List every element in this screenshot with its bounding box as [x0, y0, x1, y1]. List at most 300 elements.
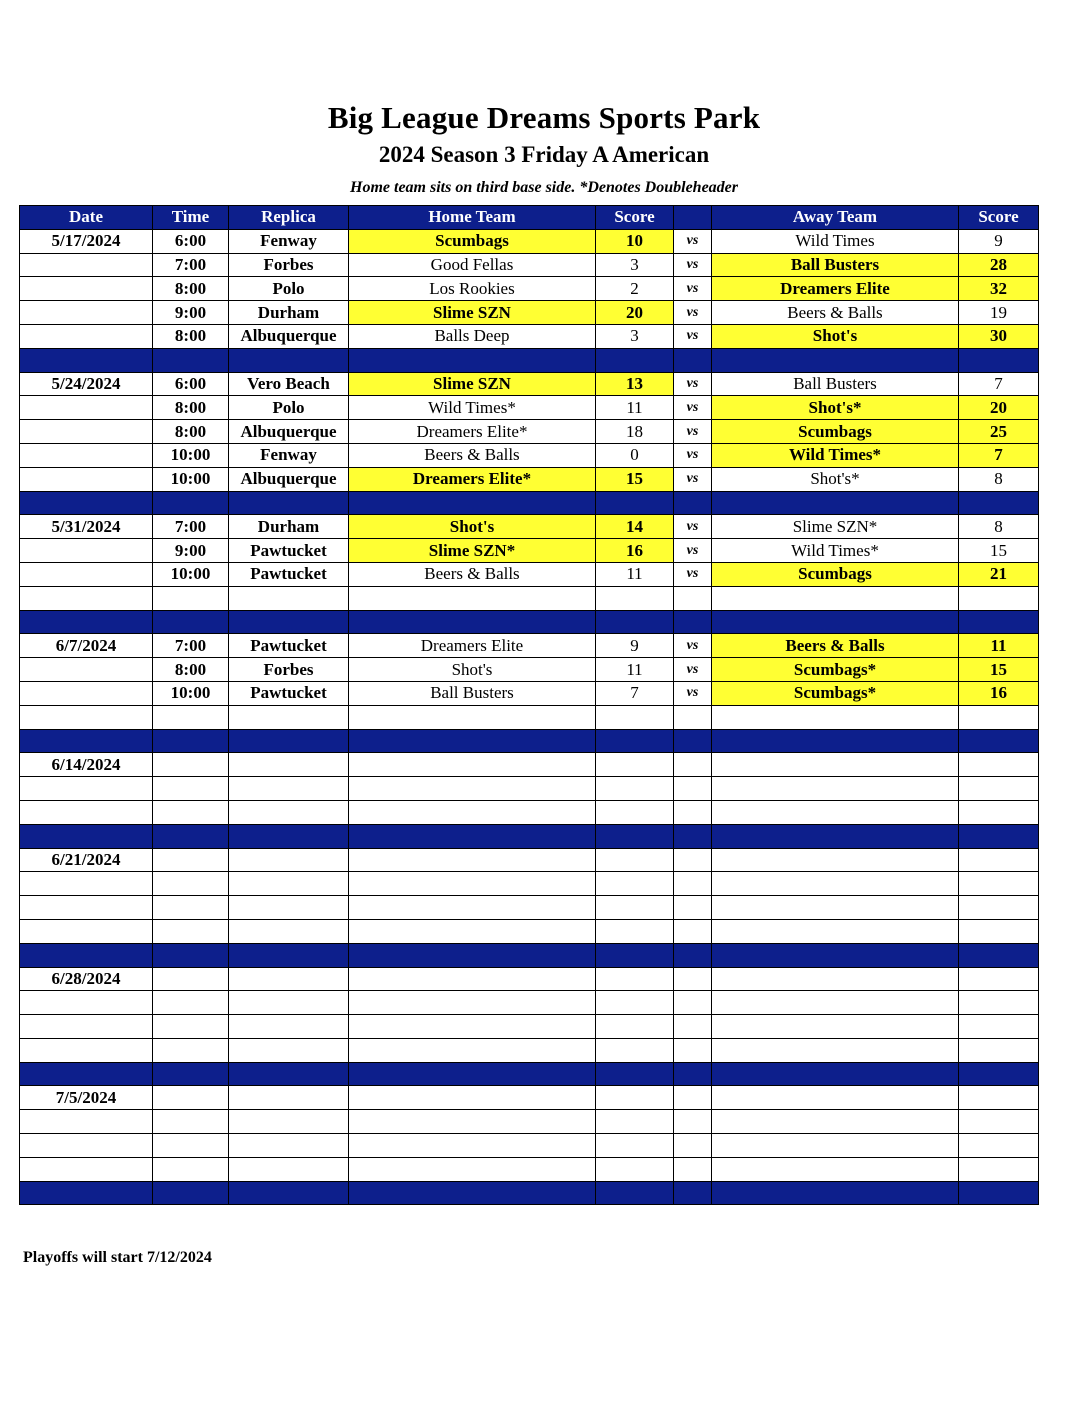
away-score-cell: 15 [959, 658, 1039, 682]
home-score-cell: 0 [596, 443, 674, 467]
date-cell [20, 324, 153, 348]
away-team-cell: Slime SZN* [712, 515, 959, 539]
home-team-cell [349, 896, 596, 920]
date-cell: 5/17/2024 [20, 229, 153, 253]
vs-cell: vs [674, 443, 712, 467]
col-header-away-score: Score [959, 206, 1039, 230]
date-cell [20, 1157, 153, 1181]
home-team-cell: Slime SZN [349, 372, 596, 396]
away-score-cell: 20 [959, 396, 1039, 420]
home-team-cell: Dreamers Elite* [349, 420, 596, 444]
away-score-cell: 7 [959, 372, 1039, 396]
home-team-cell: Shot's [349, 658, 596, 682]
table-row [20, 777, 1039, 801]
date-cell [20, 658, 153, 682]
separator-cell [349, 1062, 596, 1086]
table-row [20, 229, 1039, 253]
replica-cell: Albuquerque [229, 420, 349, 444]
home-team-cell [349, 1157, 596, 1181]
date-cell [20, 443, 153, 467]
replica-cell [229, 1038, 349, 1062]
time-cell: 10:00 [153, 681, 229, 705]
replica-cell [229, 872, 349, 896]
date-cell [20, 896, 153, 920]
home-score-cell [596, 967, 674, 991]
home-score-cell: 7 [596, 681, 674, 705]
table-row [20, 253, 1039, 277]
vs-cell: vs [674, 562, 712, 586]
separator-cell [959, 1181, 1039, 1205]
separator-cell [712, 491, 959, 515]
away-team-cell [712, 967, 959, 991]
date-cell [20, 1134, 153, 1158]
home-team-cell [349, 919, 596, 943]
table-row [20, 872, 1039, 896]
date-cell [20, 919, 153, 943]
separator-cell [959, 491, 1039, 515]
schedule-table [19, 205, 1039, 1205]
home-score-cell [596, 1086, 674, 1110]
home-team-cell [349, 800, 596, 824]
vs-cell: vs [674, 634, 712, 658]
separator-cell [20, 943, 153, 967]
separator-cell [596, 491, 674, 515]
separator-cell [674, 729, 712, 753]
time-cell [153, 705, 229, 729]
date-cell [20, 991, 153, 1015]
vs-cell [674, 967, 712, 991]
home-score-cell: 11 [596, 396, 674, 420]
separator-cell [349, 729, 596, 753]
separator-cell [674, 824, 712, 848]
separator-cell [349, 943, 596, 967]
vs-cell [674, 777, 712, 801]
vs-cell: vs [674, 515, 712, 539]
home-team-cell [349, 1015, 596, 1039]
home-score-cell [596, 896, 674, 920]
separator-cell [596, 1181, 674, 1205]
date-cell [20, 586, 153, 610]
home-score-cell [596, 586, 674, 610]
vs-cell: vs [674, 372, 712, 396]
week-separator-row [20, 1062, 1039, 1086]
home-team-cell: Slime SZN [349, 301, 596, 325]
away-team-cell: Scumbags [712, 562, 959, 586]
away-team-cell: Beers & Balls [712, 634, 959, 658]
time-cell [153, 1110, 229, 1134]
schedule-note: Home team sits on third base side. *Denotes Doubleheader [350, 179, 738, 196]
separator-cell [596, 729, 674, 753]
home-score-cell: 11 [596, 562, 674, 586]
separator-cell [674, 491, 712, 515]
separator-cell [349, 1181, 596, 1205]
separator-cell [349, 824, 596, 848]
date-cell: 6/14/2024 [20, 753, 153, 777]
table-row [20, 1086, 1039, 1110]
separator-cell [959, 943, 1039, 967]
home-team-cell: Good Fellas [349, 253, 596, 277]
home-team-cell [349, 1038, 596, 1062]
table-row [20, 634, 1039, 658]
away-score-cell: 25 [959, 420, 1039, 444]
away-score-cell [959, 777, 1039, 801]
vs-cell: vs [674, 324, 712, 348]
separator-cell [20, 1181, 153, 1205]
away-team-cell: Ball Busters [712, 253, 959, 277]
date-cell [20, 562, 153, 586]
separator-cell [712, 610, 959, 634]
separator-cell [229, 348, 349, 372]
home-score-cell [596, 1110, 674, 1134]
replica-cell [229, 1086, 349, 1110]
separator-cell [712, 943, 959, 967]
away-score-cell: 28 [959, 253, 1039, 277]
separator-cell [229, 1062, 349, 1086]
replica-cell: Durham [229, 301, 349, 325]
away-score-cell [959, 1110, 1039, 1134]
vs-cell [674, 1110, 712, 1134]
time-cell [153, 1086, 229, 1110]
away-team-cell: Shot's* [712, 396, 959, 420]
away-team-cell [712, 1157, 959, 1181]
separator-cell [153, 824, 229, 848]
time-cell: 8:00 [153, 277, 229, 301]
time-cell [153, 919, 229, 943]
replica-cell [229, 848, 349, 872]
home-team-cell [349, 1134, 596, 1158]
replica-cell [229, 1110, 349, 1134]
away-score-cell [959, 991, 1039, 1015]
replica-cell [229, 586, 349, 610]
vs-cell: vs [674, 229, 712, 253]
away-team-cell: Shot's [712, 324, 959, 348]
page-subtitle: 2024 Season 3 Friday A American [378, 142, 710, 167]
away-team-cell [712, 753, 959, 777]
date-cell: 6/7/2024 [20, 634, 153, 658]
time-cell: 7:00 [153, 515, 229, 539]
home-score-cell [596, 753, 674, 777]
vs-cell [674, 1086, 712, 1110]
vs-cell: vs [674, 658, 712, 682]
away-team-cell [712, 848, 959, 872]
table-row [20, 1038, 1039, 1062]
home-score-cell: 9 [596, 634, 674, 658]
away-team-cell [712, 1086, 959, 1110]
vs-cell: vs [674, 253, 712, 277]
separator-cell [674, 610, 712, 634]
time-cell [153, 967, 229, 991]
home-score-cell [596, 872, 674, 896]
home-score-cell: 10 [596, 229, 674, 253]
time-cell: 9:00 [153, 301, 229, 325]
home-team-cell [349, 1086, 596, 1110]
vs-cell [674, 1038, 712, 1062]
away-score-cell [959, 1134, 1039, 1158]
separator-cell [229, 729, 349, 753]
time-cell [153, 872, 229, 896]
replica-cell [229, 777, 349, 801]
home-team-cell: Los Rookies [349, 277, 596, 301]
home-score-cell [596, 705, 674, 729]
separator-cell [229, 824, 349, 848]
table-row [20, 562, 1039, 586]
separator-cell [349, 348, 596, 372]
away-team-cell [712, 872, 959, 896]
home-score-cell [596, 848, 674, 872]
home-team-cell: Wild Times* [349, 396, 596, 420]
away-team-cell: Scumbags* [712, 681, 959, 705]
replica-cell: Albuquerque [229, 324, 349, 348]
vs-cell: vs [674, 396, 712, 420]
page-title: Big League Dreams Sports Park [327, 100, 761, 135]
col-header-home-score: Score [596, 206, 674, 230]
vs-cell [674, 872, 712, 896]
separator-cell [20, 491, 153, 515]
home-team-cell: Scumbags [349, 229, 596, 253]
separator-cell [229, 610, 349, 634]
home-team-cell: Beers & Balls [349, 443, 596, 467]
separator-cell [596, 1062, 674, 1086]
vs-cell [674, 1015, 712, 1039]
table-row [20, 396, 1039, 420]
separator-cell [674, 348, 712, 372]
away-score-cell [959, 919, 1039, 943]
time-cell: 10:00 [153, 467, 229, 491]
replica-cell: Albuquerque [229, 467, 349, 491]
week-separator-row [20, 824, 1039, 848]
away-team-cell: Shot's* [712, 467, 959, 491]
date-cell: 6/28/2024 [20, 967, 153, 991]
table-row [20, 586, 1039, 610]
table-row [20, 967, 1039, 991]
col-header-replica: Replica [229, 206, 349, 230]
away-score-cell: 21 [959, 562, 1039, 586]
home-team-cell [349, 991, 596, 1015]
table-row [20, 848, 1039, 872]
away-team-cell: Wild Times* [712, 443, 959, 467]
replica-cell [229, 705, 349, 729]
time-cell [153, 1038, 229, 1062]
separator-cell [712, 729, 959, 753]
col-header-home-team: Home Team [349, 206, 596, 230]
date-cell [20, 681, 153, 705]
table-row [20, 277, 1039, 301]
vs-cell [674, 753, 712, 777]
away-score-cell: 32 [959, 277, 1039, 301]
table-row [20, 681, 1039, 705]
home-score-cell: 3 [596, 253, 674, 277]
away-score-cell [959, 800, 1039, 824]
time-cell: 8:00 [153, 396, 229, 420]
vs-cell [674, 896, 712, 920]
home-score-cell [596, 919, 674, 943]
vs-cell [674, 586, 712, 610]
replica-cell: Forbes [229, 253, 349, 277]
table-row [20, 324, 1039, 348]
table-row [20, 301, 1039, 325]
away-score-cell [959, 586, 1039, 610]
away-team-cell [712, 1015, 959, 1039]
date-cell [20, 396, 153, 420]
table-row [20, 753, 1039, 777]
table-row [20, 991, 1039, 1015]
away-score-cell: 15 [959, 539, 1039, 563]
time-cell [153, 1015, 229, 1039]
table-row [20, 420, 1039, 444]
replica-cell: Pawtucket [229, 562, 349, 586]
time-cell [153, 586, 229, 610]
home-score-cell: 3 [596, 324, 674, 348]
home-team-cell [349, 753, 596, 777]
table-row [20, 515, 1039, 539]
home-score-cell: 13 [596, 372, 674, 396]
home-team-cell [349, 1110, 596, 1134]
away-score-cell [959, 753, 1039, 777]
time-cell [153, 800, 229, 824]
separator-cell [153, 610, 229, 634]
date-cell [20, 301, 153, 325]
time-cell: 6:00 [153, 229, 229, 253]
replica-cell: Vero Beach [229, 372, 349, 396]
home-score-cell [596, 800, 674, 824]
time-cell [153, 1134, 229, 1158]
time-cell: 8:00 [153, 324, 229, 348]
separator-cell [349, 491, 596, 515]
away-team-cell [712, 991, 959, 1015]
home-score-cell: 14 [596, 515, 674, 539]
time-cell [153, 1157, 229, 1181]
table-row [20, 467, 1039, 491]
away-team-cell [712, 800, 959, 824]
home-score-cell: 11 [596, 658, 674, 682]
home-score-cell [596, 777, 674, 801]
away-score-cell [959, 967, 1039, 991]
separator-cell [712, 824, 959, 848]
time-cell: 8:00 [153, 420, 229, 444]
table-row [20, 919, 1039, 943]
separator-cell [596, 348, 674, 372]
separator-cell [20, 824, 153, 848]
away-score-cell [959, 1086, 1039, 1110]
vs-cell [674, 1134, 712, 1158]
away-team-cell: Wild Times [712, 229, 959, 253]
replica-cell [229, 919, 349, 943]
home-team-cell [349, 848, 596, 872]
separator-cell [153, 491, 229, 515]
home-team-cell: Dreamers Elite [349, 634, 596, 658]
replica-cell [229, 800, 349, 824]
week-separator-row [20, 729, 1039, 753]
table-row [20, 539, 1039, 563]
date-cell [20, 1110, 153, 1134]
time-cell: 8:00 [153, 658, 229, 682]
away-score-cell [959, 705, 1039, 729]
away-team-cell [712, 586, 959, 610]
separator-cell [20, 729, 153, 753]
vs-cell: vs [674, 420, 712, 444]
time-cell [153, 753, 229, 777]
schedule-body [20, 229, 1039, 1205]
vs-cell: vs [674, 539, 712, 563]
separator-cell [229, 943, 349, 967]
time-cell: 9:00 [153, 539, 229, 563]
table-row [20, 896, 1039, 920]
separator-cell [20, 610, 153, 634]
date-cell: 5/31/2024 [20, 515, 153, 539]
away-score-cell: 11 [959, 634, 1039, 658]
separator-cell [20, 348, 153, 372]
separator-cell [153, 1181, 229, 1205]
replica-cell [229, 1134, 349, 1158]
away-score-cell [959, 896, 1039, 920]
away-team-cell: Scumbags* [712, 658, 959, 682]
week-separator-row [20, 491, 1039, 515]
table-row [20, 1110, 1039, 1134]
away-score-cell: 9 [959, 229, 1039, 253]
separator-cell [153, 1062, 229, 1086]
away-team-cell: Beers & Balls [712, 301, 959, 325]
time-cell [153, 991, 229, 1015]
away-team-cell: Wild Times* [712, 539, 959, 563]
home-score-cell [596, 1157, 674, 1181]
home-score-cell [596, 1015, 674, 1039]
home-team-cell: Balls Deep [349, 324, 596, 348]
playoffs-note: Playoffs will start 7/12/2024 [23, 1249, 212, 1266]
time-cell: 6:00 [153, 372, 229, 396]
vs-cell: vs [674, 277, 712, 301]
separator-cell [674, 1062, 712, 1086]
replica-cell: Durham [229, 515, 349, 539]
col-header-date: Date [20, 206, 153, 230]
home-team-cell [349, 872, 596, 896]
separator-cell [596, 824, 674, 848]
table-row [20, 372, 1039, 396]
date-cell [20, 872, 153, 896]
week-separator-row [20, 610, 1039, 634]
date-cell [20, 705, 153, 729]
replica-cell: Pawtucket [229, 634, 349, 658]
week-separator-row [20, 943, 1039, 967]
time-cell: 10:00 [153, 443, 229, 467]
date-cell [20, 253, 153, 277]
replica-cell: Pawtucket [229, 539, 349, 563]
separator-cell [712, 1062, 959, 1086]
vs-cell: vs [674, 301, 712, 325]
replica-cell [229, 967, 349, 991]
replica-cell [229, 896, 349, 920]
separator-cell [349, 610, 596, 634]
replica-cell [229, 1015, 349, 1039]
home-team-cell [349, 777, 596, 801]
separator-cell [596, 610, 674, 634]
replica-cell: Polo [229, 277, 349, 301]
separator-cell [20, 1062, 153, 1086]
replica-cell: Fenway [229, 443, 349, 467]
home-team-cell [349, 705, 596, 729]
vs-cell [674, 1157, 712, 1181]
away-team-cell [712, 705, 959, 729]
separator-cell [153, 729, 229, 753]
away-score-cell [959, 1157, 1039, 1181]
home-score-cell: 15 [596, 467, 674, 491]
date-cell [20, 777, 153, 801]
vs-cell [674, 705, 712, 729]
away-score-cell: 16 [959, 681, 1039, 705]
separator-cell [959, 729, 1039, 753]
table-row [20, 443, 1039, 467]
separator-cell [959, 1062, 1039, 1086]
date-cell: 7/5/2024 [20, 1086, 153, 1110]
